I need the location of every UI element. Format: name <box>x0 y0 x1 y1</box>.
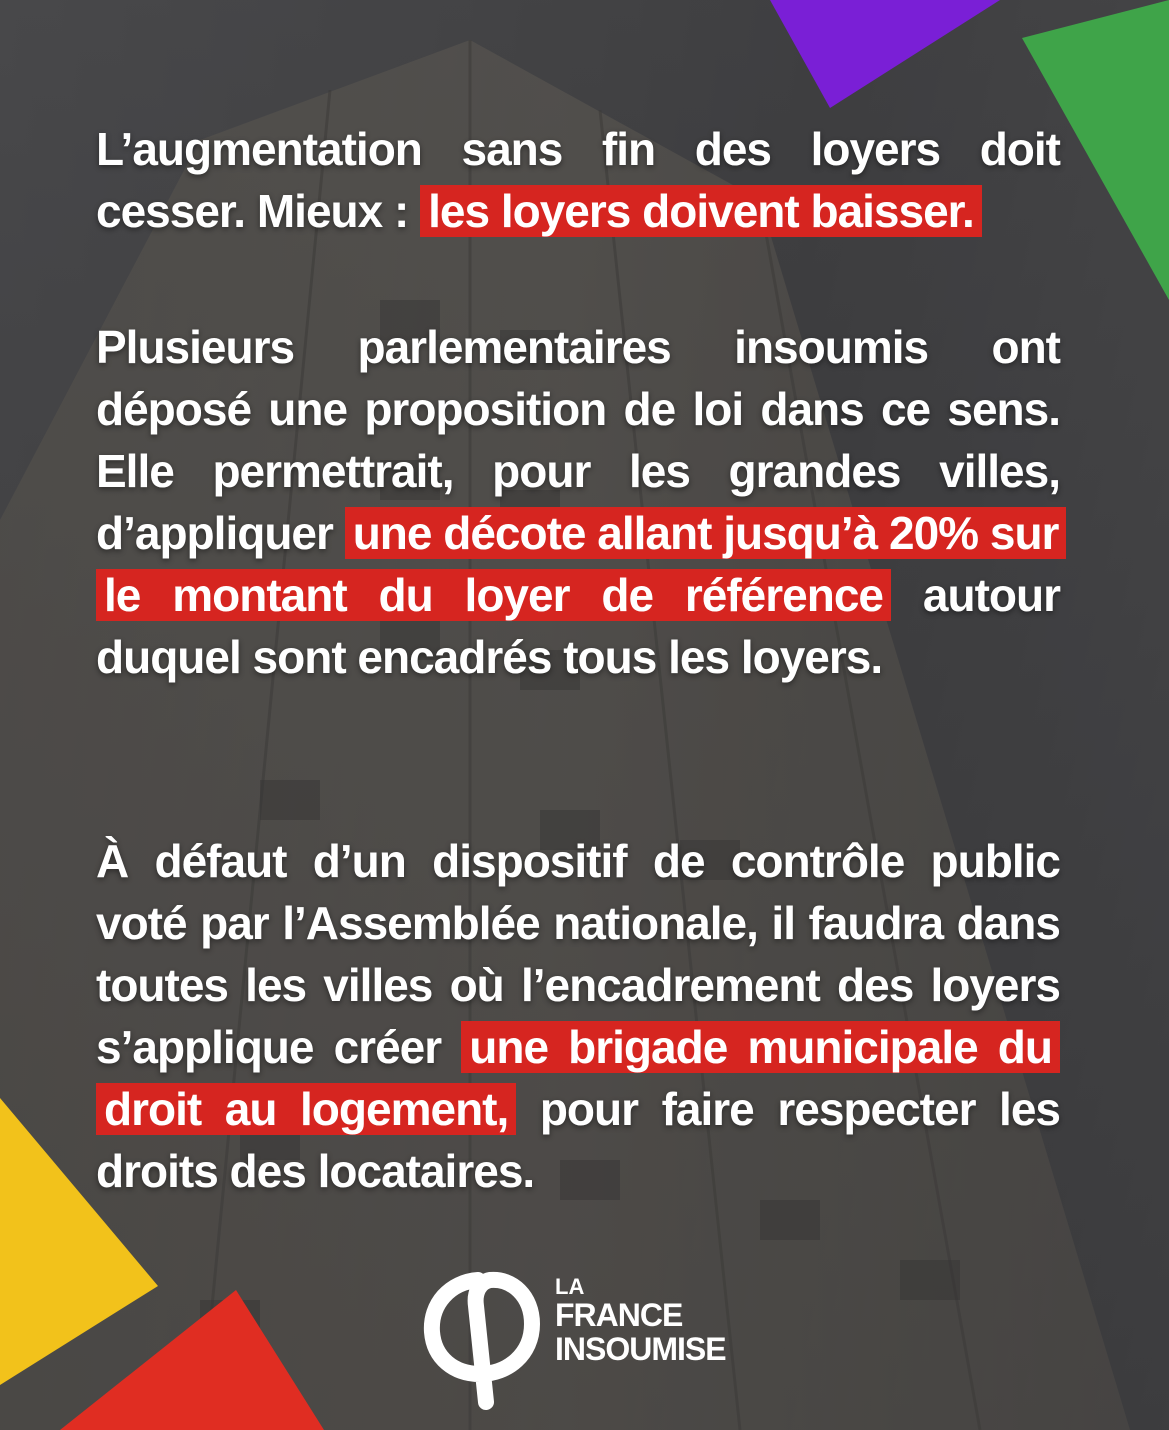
paragraph-law-proposal <box>96 316 1060 688</box>
phi-icon <box>420 1262 550 1412</box>
paragraph-rent-increase <box>96 118 1060 242</box>
paragraph-text: Plusieurs parlementaires insoumis ont déposé une proposition de loi dans ce sens. Elle permettrait, pour les grandes villes, d’appliquer <box>96 321 1060 559</box>
logo-line-france: FRANCE <box>555 1297 683 1333</box>
logo-wordmark <box>555 1276 726 1366</box>
logo-line-la: LA <box>555 1274 585 1299</box>
paragraph-text: autour duquel sont encadrés tous les loyers. <box>96 569 1060 683</box>
highlight-housing-brigade: une brigade municipale du droit au logement, <box>96 1021 1060 1135</box>
highlight-rents-must-fall: les loyers doivent baisser. <box>420 185 982 237</box>
purple-shape <box>770 0 1000 108</box>
paragraph-municipal-brigade <box>96 830 1060 1202</box>
lfi-logo <box>420 1262 750 1412</box>
highlight-discount-20-percent: une décote allant jusqu’à 20% sur le montant du loyer de référence <box>96 507 1066 621</box>
paragraph-text: À défaut d’un dispositif de contrôle public voté par l’Assemblée nationale, il faudra dans toutes les villes où l’encadrement des loyers s’applique créer <box>96 835 1060 1073</box>
paragraph-text: L’augmentation sans fin des loyers doit cesser. Mieux : <box>96 123 1060 237</box>
logo-line-insoumise: INSOUMISE <box>555 1331 726 1367</box>
paragraph-text: pour faire respecter les droits des locataires. <box>96 1083 1060 1197</box>
